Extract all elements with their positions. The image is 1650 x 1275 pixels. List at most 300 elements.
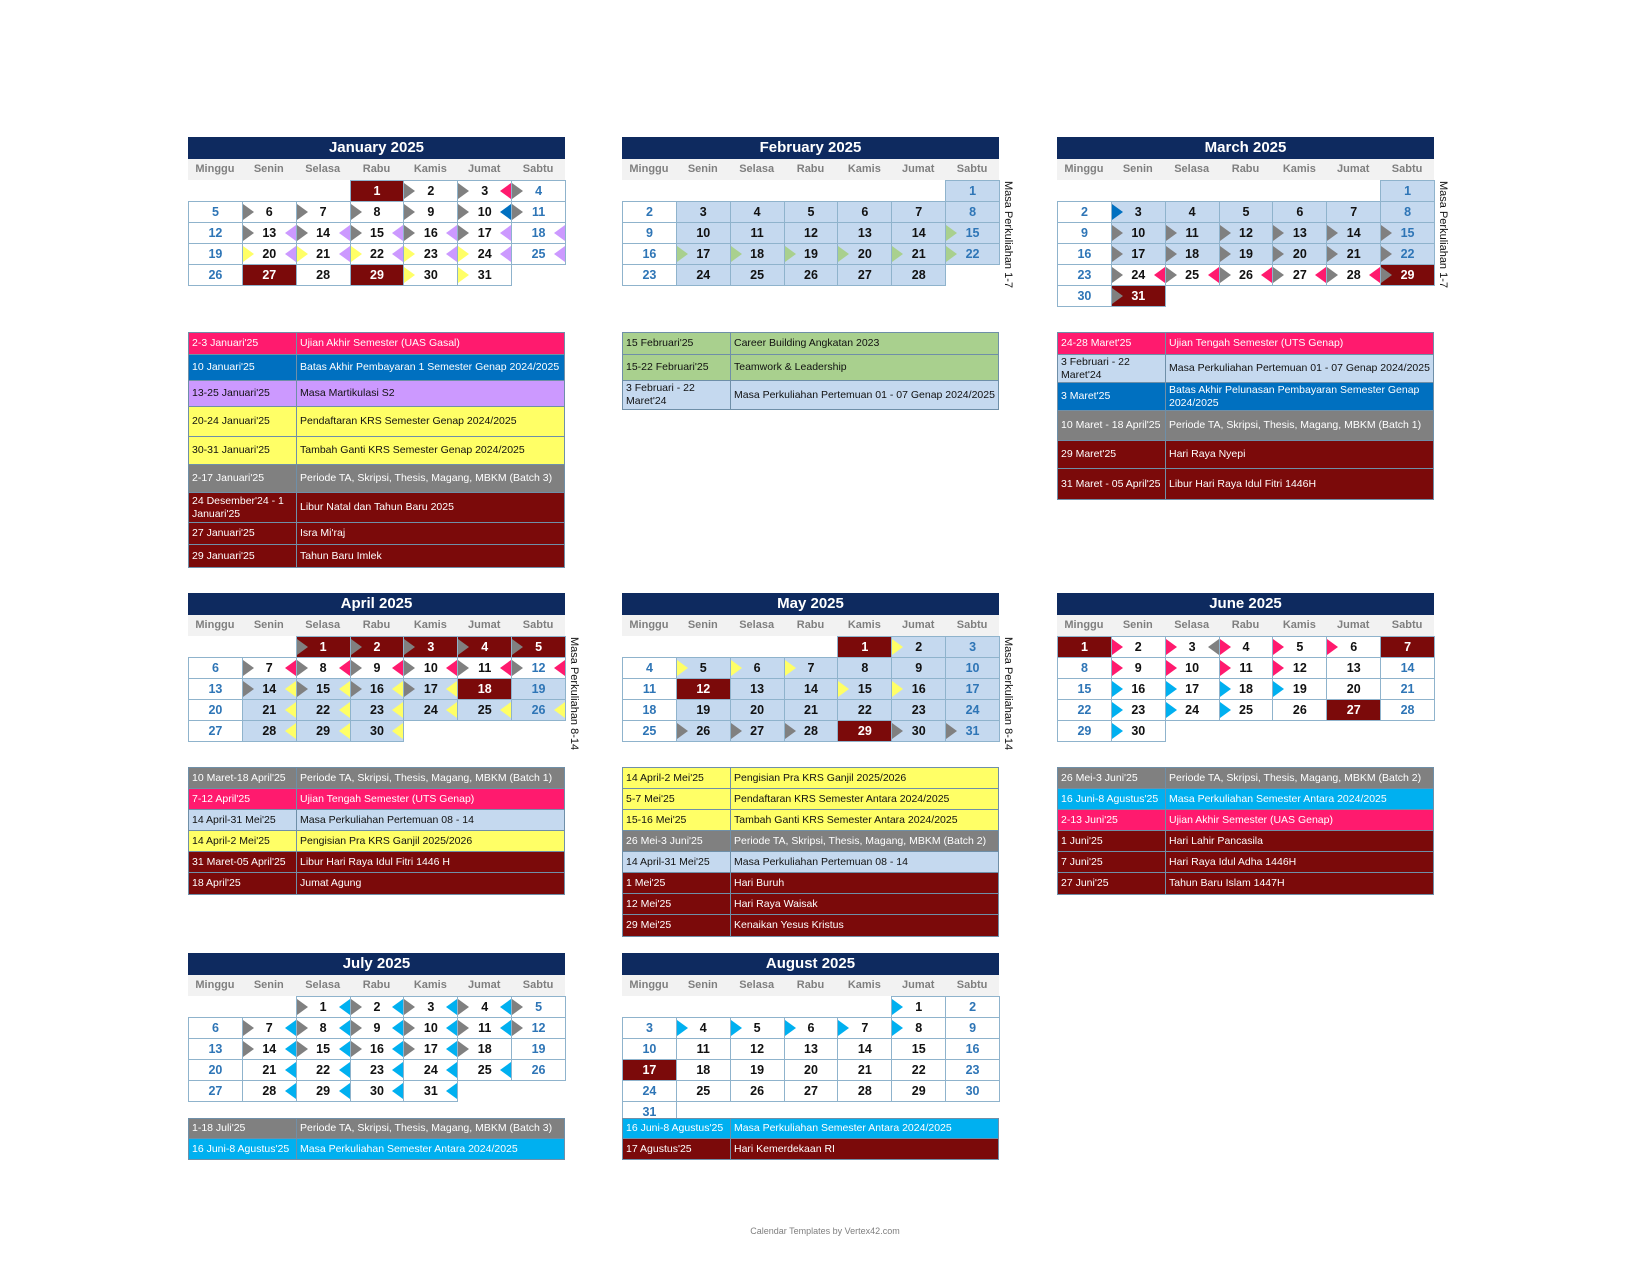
weekday-label: Selasa [739, 619, 775, 631]
day-cell[interactable] [457, 699, 512, 721]
day-cell[interactable] [784, 657, 839, 679]
day-cell[interactable] [1272, 657, 1327, 679]
day-cell[interactable] [676, 201, 731, 223]
day-cell[interactable] [511, 180, 566, 202]
day-cell[interactable] [242, 1059, 297, 1081]
day-cell[interactable] [784, 243, 839, 265]
day-cell[interactable] [1111, 222, 1166, 244]
day-cell[interactable] [784, 222, 839, 244]
day-number: 29 [857, 724, 872, 738]
day-cell[interactable] [511, 1059, 566, 1081]
day-cell[interactable] [242, 657, 297, 679]
day-cell[interactable] [403, 222, 458, 244]
day-cell[interactable] [1057, 636, 1112, 658]
day-number: 23 [370, 1063, 384, 1077]
day-cell[interactable] [457, 657, 512, 679]
day-cell[interactable] [1326, 699, 1381, 721]
day-cell[interactable] [945, 243, 1000, 265]
day-cell[interactable] [837, 636, 892, 658]
day-cell[interactable] [891, 222, 946, 244]
day-cell[interactable] [837, 657, 892, 679]
event-date: 13-25 Januari'25 [189, 381, 297, 406]
day-cell[interactable] [730, 243, 785, 265]
day-cell[interactable] [188, 264, 243, 286]
day-cell[interactable] [403, 201, 458, 223]
period-side-label: Masa Perkuliahan 8-14 [568, 637, 580, 751]
day-cell[interactable] [350, 699, 405, 721]
day-cell[interactable] [296, 636, 351, 658]
day-cell[interactable] [945, 201, 1000, 223]
day-cell[interactable] [676, 243, 731, 265]
event-flag-left [1112, 204, 1123, 220]
day-cell[interactable] [945, 657, 1000, 679]
day-cell[interactable] [622, 222, 677, 244]
event-flag-right [554, 702, 565, 718]
day-cell[interactable] [891, 201, 946, 223]
events-february [622, 332, 999, 410]
day-number: 25 [642, 724, 657, 738]
day-cell[interactable] [730, 201, 785, 223]
day-cell[interactable] [403, 180, 458, 202]
day-cell[interactable] [188, 657, 243, 679]
day-cell[interactable] [403, 264, 458, 286]
day-cell[interactable] [945, 678, 1000, 700]
day-cell[interactable] [945, 720, 1000, 742]
day-cell[interactable] [891, 1017, 946, 1039]
day-cell[interactable] [1326, 201, 1381, 223]
day-cell[interactable] [457, 264, 512, 286]
day-cell[interactable] [1111, 699, 1166, 721]
day-cell[interactable] [242, 243, 297, 265]
day-cell[interactable] [350, 636, 405, 658]
day-cell[interactable] [1111, 636, 1166, 658]
day-cell[interactable] [1326, 222, 1381, 244]
day-cell[interactable] [837, 222, 892, 244]
day-cell[interactable] [1272, 264, 1327, 286]
day-cell[interactable] [1057, 699, 1112, 721]
day-cell[interactable] [1326, 678, 1381, 700]
day-cell[interactable] [350, 678, 405, 700]
day-cell[interactable] [1219, 201, 1274, 223]
day-cell[interactable] [945, 222, 1000, 244]
day-cell[interactable] [1272, 678, 1327, 700]
day-cell[interactable] [350, 243, 405, 265]
day-cell[interactable] [784, 264, 839, 286]
day-cell[interactable] [457, 180, 512, 202]
day-cell[interactable] [188, 678, 243, 700]
event-flag-right [339, 246, 350, 262]
day-cell[interactable] [350, 720, 405, 742]
day-cell[interactable] [676, 720, 731, 742]
day-number: 13 [750, 682, 765, 696]
event-flag-left [404, 1020, 415, 1036]
day-cell[interactable] [676, 222, 731, 244]
empty-cell [784, 996, 839, 1018]
day-cell[interactable] [403, 699, 458, 721]
day-cell[interactable] [784, 699, 839, 721]
day-cell[interactable] [1057, 657, 1112, 679]
event-flag-right [554, 246, 565, 262]
day-cell[interactable] [1380, 243, 1435, 265]
day-cell[interactable] [730, 1038, 785, 1060]
day-cell[interactable] [1057, 678, 1112, 700]
day-cell[interactable] [457, 1059, 512, 1081]
day-cell[interactable] [837, 1017, 892, 1039]
day-cell[interactable] [511, 222, 566, 244]
day-number: 7 [265, 1021, 273, 1035]
event-description: Pendaftaran KRS Semester Genap 2024/2025 [300, 415, 517, 427]
day-cell[interactable] [242, 1038, 297, 1060]
day-cell[interactable] [1380, 678, 1435, 700]
day-cell[interactable] [891, 636, 946, 658]
day-cell[interactable] [622, 1080, 677, 1102]
day-cell[interactable] [296, 678, 351, 700]
day-cell[interactable] [188, 720, 243, 742]
day-cell[interactable] [242, 201, 297, 223]
day-cell[interactable] [676, 657, 731, 679]
day-cell[interactable] [784, 678, 839, 700]
day-cell[interactable] [511, 1038, 566, 1060]
day-cell[interactable] [296, 222, 351, 244]
day-cell[interactable] [784, 1080, 839, 1102]
event-row [1058, 469, 1433, 499]
day-cell[interactable] [350, 180, 405, 202]
day-cell[interactable] [676, 1059, 731, 1081]
day-cell[interactable] [296, 264, 351, 286]
day-cell[interactable] [1219, 657, 1274, 679]
day-cell[interactable] [622, 720, 677, 742]
day-cell[interactable] [1326, 636, 1381, 658]
day-cell[interactable] [622, 243, 677, 265]
day-cell[interactable] [730, 678, 785, 700]
day-cell[interactable] [350, 1059, 405, 1081]
day-cell[interactable] [837, 243, 892, 265]
day-cell[interactable] [837, 678, 892, 700]
day-cell[interactable] [891, 264, 946, 286]
day-cell[interactable] [891, 657, 946, 679]
day-cell[interactable] [350, 222, 405, 244]
day-cell[interactable] [242, 720, 297, 742]
day-cell[interactable] [1219, 243, 1274, 265]
day-number: 23 [642, 268, 657, 282]
day-cell[interactable] [457, 1017, 512, 1039]
day-cell[interactable] [891, 1038, 946, 1060]
day-cell[interactable] [1272, 222, 1327, 244]
day-cell[interactable] [188, 243, 243, 265]
day-cell[interactable] [511, 243, 566, 265]
day-cell[interactable] [1219, 678, 1274, 700]
day-cell[interactable] [403, 1017, 458, 1039]
day-cell[interactable] [1272, 201, 1327, 223]
day-cell[interactable] [837, 720, 892, 742]
day-cell[interactable] [1165, 201, 1220, 223]
day-cell[interactable] [1165, 678, 1220, 700]
day-cell[interactable] [296, 1017, 351, 1039]
day-cell[interactable] [296, 201, 351, 223]
day-cell[interactable] [511, 1017, 566, 1039]
day-cell[interactable] [188, 1080, 243, 1102]
day-cell[interactable] [511, 636, 566, 658]
day-cell[interactable] [730, 264, 785, 286]
day-cell[interactable] [1380, 201, 1435, 223]
day-cell[interactable] [945, 1038, 1000, 1060]
day-cell[interactable] [1057, 201, 1112, 223]
day-cell[interactable] [403, 636, 458, 658]
empty-cell [676, 180, 731, 202]
day-cell[interactable] [1057, 720, 1112, 742]
day-number: 16 [1131, 682, 1146, 696]
day-number: 21 [804, 703, 818, 717]
day-cell[interactable] [296, 1038, 351, 1060]
day-cell[interactable] [945, 1059, 1000, 1081]
day-cell[interactable] [1219, 222, 1274, 244]
day-cell[interactable] [242, 264, 297, 286]
day-cell[interactable] [1219, 264, 1274, 286]
day-cell[interactable] [837, 264, 892, 286]
day-cell[interactable] [891, 1080, 946, 1102]
event-flag-left [1166, 660, 1177, 676]
weekday-label: Sabtu [522, 979, 554, 991]
day-cell[interactable] [891, 243, 946, 265]
day-cell[interactable] [403, 996, 458, 1018]
footer-credit[interactable]: Calendar Templates by Vertex42.com [750, 1226, 900, 1236]
day-number: 8 [915, 1021, 923, 1035]
day-cell[interactable] [1326, 657, 1381, 679]
day-cell[interactable] [403, 1080, 458, 1102]
day-cell[interactable] [784, 1017, 839, 1039]
day-cell[interactable] [242, 699, 297, 721]
day-cell[interactable] [784, 1059, 839, 1081]
day-number: 12 [750, 1042, 765, 1056]
day-cell[interactable] [1111, 285, 1166, 307]
day-number: 18 [477, 682, 492, 696]
day-cell[interactable] [1272, 699, 1327, 721]
day-cell[interactable] [676, 1017, 731, 1039]
event-description: Isra Mi'raj [300, 527, 346, 539]
day-cell[interactable] [1165, 699, 1220, 721]
day-cell[interactable] [676, 699, 731, 721]
day-cell[interactable] [1111, 678, 1166, 700]
day-cell[interactable] [784, 720, 839, 742]
event-flag-left [892, 723, 903, 739]
events-june [1057, 767, 1434, 895]
day-cell[interactable] [730, 720, 785, 742]
day-cell[interactable] [1165, 657, 1220, 679]
day-cell[interactable] [622, 1017, 677, 1039]
day-cell[interactable] [622, 699, 677, 721]
day-cell[interactable] [622, 1038, 677, 1060]
day-cell[interactable] [622, 201, 677, 223]
weekday-label: Minggu [195, 979, 235, 991]
day-cell[interactable] [1272, 636, 1327, 658]
day-cell[interactable] [296, 1080, 351, 1102]
day-cell[interactable] [296, 243, 351, 265]
day-cell[interactable] [457, 678, 512, 700]
day-cell[interactable] [891, 1059, 946, 1081]
day-cell[interactable] [730, 657, 785, 679]
weekday-header [188, 159, 565, 180]
day-cell[interactable] [837, 1080, 892, 1102]
day-cell[interactable] [511, 678, 566, 700]
day-cell[interactable] [188, 1017, 243, 1039]
day-cell[interactable] [1165, 636, 1220, 658]
day-cell[interactable] [1326, 264, 1381, 286]
day-cell[interactable] [403, 243, 458, 265]
day-cell[interactable] [296, 1059, 351, 1081]
day-cell[interactable] [242, 1017, 297, 1039]
event-date: 1 Mei'25 [623, 873, 731, 893]
event-date: 24-28 Maret'25 [1058, 333, 1166, 354]
day-cell[interactable] [511, 699, 566, 721]
day-cell[interactable] [622, 264, 677, 286]
day-cell[interactable] [1272, 243, 1327, 265]
day-number: 18 [1239, 682, 1253, 696]
day-cell[interactable] [891, 996, 946, 1018]
day-cell[interactable] [676, 678, 731, 700]
day-cell[interactable] [350, 1080, 405, 1102]
day-cell[interactable] [1380, 636, 1435, 658]
day-cell[interactable] [457, 636, 512, 658]
day-cell[interactable] [242, 678, 297, 700]
weekday-label: Minggu [629, 163, 669, 175]
day-cell[interactable] [188, 699, 243, 721]
event-row [1058, 789, 1433, 810]
day-cell[interactable] [1219, 699, 1274, 721]
day-cell[interactable] [784, 1038, 839, 1060]
day-cell[interactable] [296, 996, 351, 1018]
event-flag-right [285, 660, 296, 676]
day-cell[interactable] [296, 657, 351, 679]
day-cell[interactable] [730, 699, 785, 721]
day-cell[interactable] [1326, 243, 1381, 265]
day-number: 29 [316, 724, 331, 738]
day-cell[interactable] [350, 657, 405, 679]
event-flag-left [404, 681, 415, 697]
day-cell[interactable] [403, 678, 458, 700]
day-cell[interactable] [242, 1080, 297, 1102]
event-flag-right [1154, 267, 1165, 283]
day-cell[interactable] [1057, 243, 1112, 265]
day-cell[interactable] [1165, 264, 1220, 286]
day-cell[interactable] [1165, 243, 1220, 265]
day-number: 25 [531, 247, 546, 261]
day-cell[interactable] [188, 1059, 243, 1081]
day-cell[interactable] [1380, 657, 1435, 679]
day-cell[interactable] [1057, 264, 1112, 286]
day-cell[interactable] [242, 222, 297, 244]
day-cell[interactable] [891, 699, 946, 721]
day-cell[interactable] [1219, 636, 1274, 658]
day-number: 27 [1346, 703, 1361, 717]
event-flag-right [392, 225, 403, 241]
day-cell[interactable] [1380, 264, 1435, 286]
day-cell[interactable] [837, 699, 892, 721]
day-cell[interactable] [457, 243, 512, 265]
day-cell[interactable] [891, 678, 946, 700]
day-number: 4 [1188, 205, 1196, 219]
day-cell[interactable] [945, 699, 1000, 721]
day-cell[interactable] [296, 720, 351, 742]
day-cell[interactable] [457, 1038, 512, 1060]
day-cell[interactable] [945, 1080, 1000, 1102]
day-cell[interactable] [403, 657, 458, 679]
day-cell[interactable] [945, 996, 1000, 1018]
day-cell[interactable] [1380, 222, 1435, 244]
day-cell[interactable] [511, 996, 566, 1018]
day-cell[interactable] [457, 222, 512, 244]
day-number: 28 [262, 724, 277, 738]
day-cell[interactable] [511, 201, 566, 223]
day-cell[interactable] [730, 1059, 785, 1081]
day-cell[interactable] [837, 1038, 892, 1060]
event-flag-left [512, 204, 523, 220]
day-cell[interactable] [511, 657, 566, 679]
day-cell[interactable] [1380, 180, 1435, 202]
day-cell[interactable] [622, 678, 677, 700]
day-cell[interactable] [350, 201, 405, 223]
empty-cell [1111, 180, 1166, 202]
event-description: Pengisian Pra KRS Ganjil 2025/2026 [300, 834, 473, 847]
day-cell[interactable] [730, 1017, 785, 1039]
weekday-label: Jumat [902, 619, 935, 631]
weekday-label: Rabu [362, 619, 391, 631]
day-cell[interactable] [730, 1080, 785, 1102]
day-cell[interactable] [1111, 657, 1166, 679]
day-cell[interactable] [945, 1017, 1000, 1039]
day-number: 13 [804, 1042, 818, 1056]
day-cell[interactable] [403, 1038, 458, 1060]
day-cell[interactable] [622, 657, 677, 679]
day-cell[interactable] [945, 636, 1000, 658]
day-cell[interactable] [676, 1038, 731, 1060]
event-flag-right [446, 225, 457, 241]
day-cell[interactable] [403, 1059, 458, 1081]
day-cell[interactable] [1111, 264, 1166, 286]
day-cell[interactable] [296, 699, 351, 721]
day-cell[interactable] [622, 1059, 677, 1081]
day-cell[interactable] [1165, 222, 1220, 244]
day-cell[interactable] [676, 1080, 731, 1102]
day-cell[interactable] [350, 1038, 405, 1060]
day-cell[interactable] [457, 201, 512, 223]
day-cell[interactable] [837, 1059, 892, 1081]
day-cell[interactable] [350, 264, 405, 286]
day-cell[interactable] [784, 201, 839, 223]
day-cell[interactable] [188, 201, 243, 223]
event-row [189, 437, 564, 465]
day-cell[interactable] [1111, 720, 1166, 742]
day-cell[interactable] [188, 222, 243, 244]
day-cell[interactable] [350, 996, 405, 1018]
day-cell[interactable] [837, 201, 892, 223]
day-cell[interactable] [350, 1017, 405, 1039]
day-cell[interactable] [730, 222, 785, 244]
day-number: 6 [211, 1021, 219, 1035]
event-flag-right [446, 246, 457, 262]
day-cell[interactable] [1111, 201, 1166, 223]
day-cell[interactable] [1380, 699, 1435, 721]
day-cell[interactable] [1057, 285, 1112, 307]
day-cell[interactable] [1057, 222, 1112, 244]
day-cell[interactable] [945, 180, 1000, 202]
day-cell[interactable] [676, 264, 731, 286]
day-cell[interactable] [1111, 243, 1166, 265]
day-cell[interactable] [457, 996, 512, 1018]
day-cell[interactable] [891, 720, 946, 742]
event-date: 29 Mei'25 [623, 915, 731, 936]
day-cell[interactable] [188, 1038, 243, 1060]
weekday-label: Sabtu [956, 163, 988, 175]
